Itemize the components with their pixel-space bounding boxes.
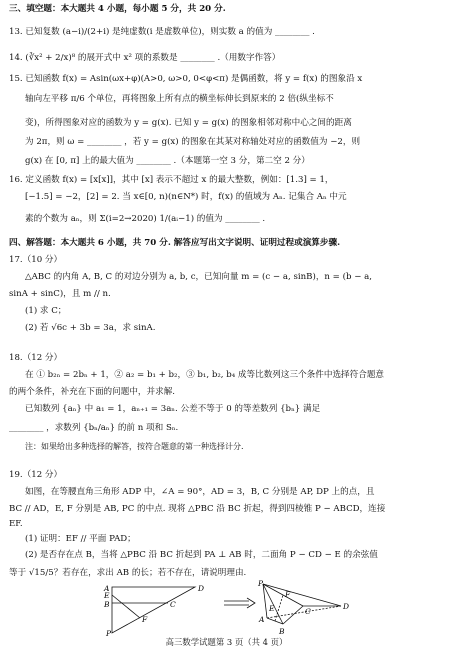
- label-d: D: [198, 584, 205, 593]
- question-17-line2: sinA + sinC)，且 m // n.: [9, 289, 111, 299]
- question-19-part1: (1) 证明：EF // 平面 PAD；: [25, 534, 136, 544]
- question-18-line1: 在 ① b₂ₙ = 2bₙ + 1，② a₂ = b₁ + b₂，③ b₁, b₂, b₄ 成等比数列这三个条件中选择符合题意: [25, 370, 385, 380]
- question-14: 14. (∛x² + 2/x)⁸ 的展开式中 x² 项的系数是 ________ .（用数字作答）: [9, 53, 281, 63]
- triangle-adp: [112, 587, 195, 633]
- label-c-right: C: [305, 607, 311, 616]
- label-b-right: B: [279, 627, 285, 636]
- label-p: P: [106, 629, 112, 636]
- label-b: B: [104, 600, 110, 609]
- question-19-line2: BC // AD，E, F 分别是 AB, PC 的中点. 现将 △PBC 沿 BC 折起，得到四棱锥 P − ABCD，连接: [9, 504, 386, 514]
- label-f: F: [142, 615, 148, 624]
- figure-left-triangle: [100, 584, 220, 636]
- question-19-title: 19.（12 分）: [9, 470, 63, 480]
- question-15-line1: 15. 已知函数 f(x) = Asin(ωx+φ)(A>0, ω>0, 0<φ<π) 是偶函数，将 y = f(x) 的图象沿 x: [9, 74, 363, 84]
- question-16-line3: 素的个数为 aₙ，则 Σ(i=2→2020) 1/(aᵢ−1) 的值为 ________ .: [25, 214, 266, 224]
- section3-heading: 三、填空题：本大题共 4 小题，每小题 5 分，共 20 分.: [9, 4, 226, 14]
- question-19-line1: 如图，在等腰直角三角形 ADP 中，∠A = 90°，AD = 3，B, C 分别是 AP, DP 上的点，且: [25, 487, 375, 497]
- question-17-part1: (1) 求 C；: [25, 306, 67, 316]
- question-15-line4: 为 2π，则 ω = ________ ，若 y = g(x) 的图象在其某对称轴处对应的函数值为 −2，则: [25, 137, 361, 147]
- label-f-right: F: [285, 590, 291, 599]
- question-18-line4: ________ ，求数列 {bₙ/aₙ} 的前 n 项和 Sₙ.: [9, 423, 179, 433]
- label-e: E: [104, 591, 110, 600]
- segment-ef: [112, 595, 140, 618]
- page-footer: 高三数学试题第 3 页（共 4 页）: [165, 637, 288, 647]
- question-17-title: 17.（10 分）: [9, 255, 63, 265]
- label-p-right: P: [258, 580, 264, 588]
- label-c: C: [170, 600, 176, 609]
- question-18-note: 注：如果给出多种选择的解答，按符合题意的第一种选择计分.: [25, 442, 244, 451]
- question-15-line5: g(x) 在 [0, π] 上的最大值为 ________ .（本题第一空 3 分，第二空 2 分）: [25, 156, 310, 166]
- question-19-line3: EF.: [9, 519, 23, 529]
- question-18-line3: 已知数列 {aₙ} 中 a₁ = 1，aₙ₊₁ = 3aₙ. 公差不等于 0 的等差数列 {bₙ} 满足: [25, 404, 321, 414]
- question-18-title: 18.（12 分）: [9, 353, 63, 363]
- label-a: A: [104, 584, 110, 593]
- question-19-part3: 等于 √15/5？若存在，求出 AB 的长；若不存在，请说明理由.: [9, 568, 247, 578]
- question-16-line2: [−1.5] = −2，[2] = 2. 当 x∈[0, n)(n∈N*) 时，f(x) 的值域为 Aₙ. 记集合 Aₙ 中元: [25, 192, 347, 202]
- question-15-line2: 轴向左平移 π/6 个单位，再将图象上所有点的横坐标伸长到原来的 2 倍(纵坐标不: [25, 94, 334, 104]
- question-17-part2: (2) 若 √6c + 3b = 3a，求 sinA.: [25, 323, 156, 333]
- question-13: 13. 已知复数 (a−i)/(2+i) 是纯虚数(i 是虚数单位)，则实数 a 的值为 ________ .: [9, 27, 315, 37]
- label-e-right: E: [269, 604, 275, 613]
- label-a-right: A: [259, 615, 265, 624]
- arrow-icon: [223, 597, 257, 609]
- question-15-line3: 变)，所得图象对应的函数为 y = g(x). 已知 y = g(x) 的图象相邻对称中心之间的距离: [25, 118, 352, 128]
- question-16-line1: 16. 定义函数 f(x) = [x[x]]，其中 [x] 表示不超过 x 的最大整数，例如：[1.3] = 1，: [9, 175, 334, 185]
- figure-right-pyramid: [255, 580, 355, 636]
- question-17-line1: △ABC 的内角 A, B, C 的对边分别为 a, b, c，已知向量 m = (c − a, sinB)，n = (b − a,: [25, 272, 372, 282]
- label-d-right: D: [343, 602, 350, 611]
- question-18-line2: 的两个条件，补充在下面的问题中，并求解.: [9, 387, 176, 397]
- question-19-part2: (2) 是否存在点 B，当将 △PBC 沿 BC 折起到 PA ⊥ AB 时，二面角 P − CD − E 的余弦值: [25, 550, 378, 560]
- section4-heading: 四、解答题：本大题共 6 小题，共 70 分. 解答应写出文字说明、证明过程或演算步骤.: [9, 238, 341, 248]
